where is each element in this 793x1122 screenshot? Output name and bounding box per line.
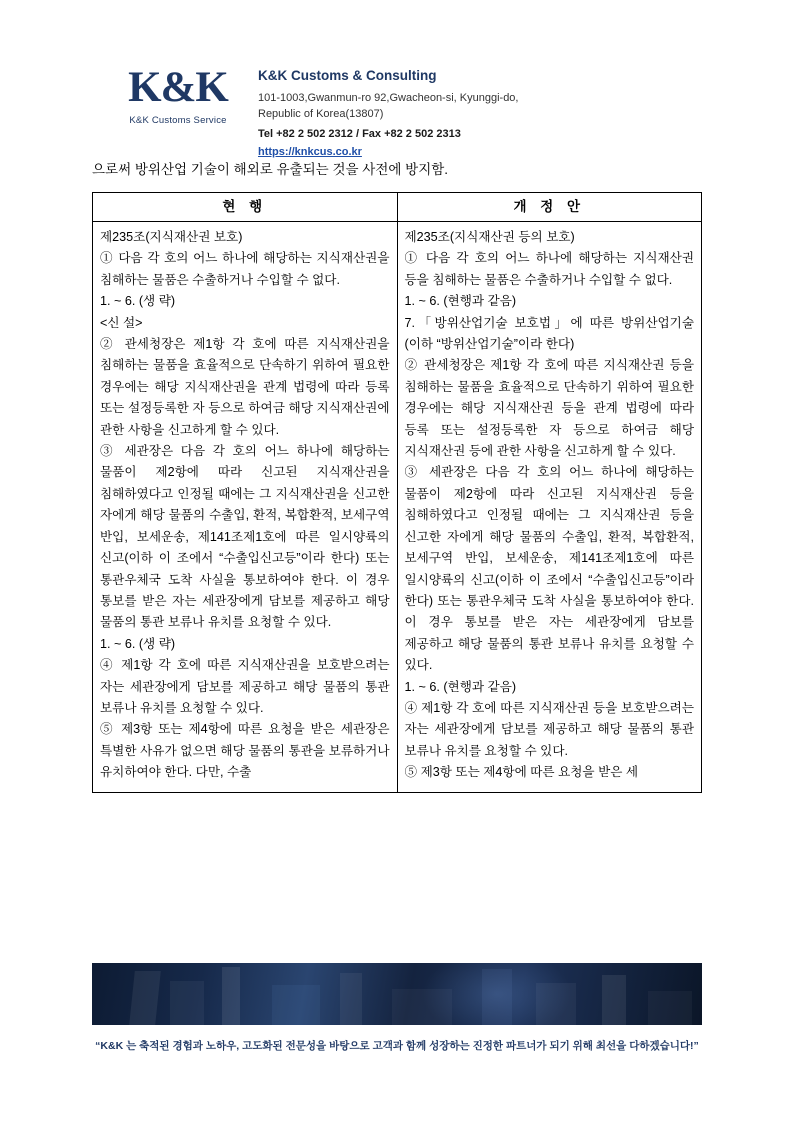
paragraph: ② 관세청장은 제1항 각 호에 따른 지식재산권 등을 침해하는 물품을 효율적으로 단속하기 위하여 필요한 경우에는 해당 지식재산권 등을 관계 법령에 따라 등록 또는 설정등록한 자 등으로 하여금 해당 지식재산권 등에 관한 사항을 신고하게 할 수 있다. — [404, 358, 694, 459]
cell-revised-text — [397, 222, 702, 793]
paragraph: ⑤ 제3항 또는 제4항에 따른 요청을 받은 세관장은 특별한 사유가 없으면 해당 물품의 통관을 보류하거나 유치하여야 한다. 다만, 수출 — [100, 722, 390, 780]
table-row — [93, 222, 702, 793]
banner-building-shape — [170, 981, 204, 1025]
company-contact: Tel +82 2 502 2312 / Fax +82 2 502 2313 — [258, 128, 461, 140]
paragraph: <신 설> — [100, 315, 143, 330]
paragraph: 7.「방위산업기술 보호법」에 따른 방위산업기술(이하 “방위산업기술”이라 한다) — [404, 315, 694, 352]
page-header — [0, 58, 793, 158]
logo-mark-text: K&K — [128, 64, 228, 111]
paragraph: ② 관세청장은 제1항 각 호에 따른 지식재산권을 침해하는 물품을 효율적으로 단속하기 위하여 필요한 경우에는 해당 지식재산권을 관계 법령에 따라 등록 또는 설정등록한 자 등으로 하여금 해당 지식재산권에 관한 사항을 신고하게 할 수 있다. — [100, 337, 390, 437]
cell-current-text — [93, 222, 398, 793]
banner-glow-effect — [422, 963, 572, 1025]
banner-building-shape — [222, 967, 240, 1025]
table-header-row — [93, 193, 702, 222]
company-name: K&K Customs & Consulting — [258, 68, 437, 83]
banner-building-shape — [272, 985, 320, 1025]
paragraph: 1. ~ 6. (현행과 같음) — [404, 679, 517, 694]
banner-building-shape — [602, 975, 626, 1025]
company-address-line1: 101-1003,Gwanmun-ro 92,Gwacheon-si, Kyunggi-do, — [258, 92, 519, 104]
paragraph: ④ 제1항 각 호에 따른 지식재산권을 보호받으려는 자는 세관장에게 담보를 제공하고 해당 물품의 통관 보류나 유치를 요청할 수 있다. — [100, 658, 390, 715]
paragraph: 제235조(지식재산권 등의 보호) — [404, 230, 575, 244]
company-info — [258, 68, 688, 160]
column-header-revised: 개 정 안 — [397, 193, 702, 222]
banner-building-shape — [129, 971, 161, 1025]
footer-slogan: “K&K 는 축적된 경험과 노하우, 고도화된 전문성을 바탕으로 고객과 함께 성장하는 진정한 파트너가 되기 위해 최선을 다하겠습니다!” — [95, 1040, 699, 1052]
paragraph: ③ 세관장은 다음 각 호의 어느 하나에 해당하는 물품이 제2항에 따라 신고된 지식재산권 등을 침해하였다고 인정될 때에는 그 지식재산권 등을 신고한 자에게 해당 물품의 수출입, 환적, 복합환적, 보세구역 반입, 보세운송, 제141조제1호에 따른 일시양륙의 신고(이하 이 조에서 “수출입신고등”이라 한다) 또는 통관우체국 도착 사실을 통보하여야 한다. 이 경우 통보를 받은 자는 세관장에게 담보를 제공하고 해당 물품의 통관 보류나 유치를 요청할 수 있다. — [404, 465, 694, 673]
logo-subtitle: K&K Customs Service — [129, 115, 227, 126]
paragraph: ③ 세관장은 다음 각 호의 어느 하나에 해당하는 물품이 제2항에 따라 신고된 지식재산권을 침해하였다고 인정될 때에는 그 지식재산권을 신고한 자에게 해당 물품의 수출입, 환적, 복합환적, 보세구역 반입, 보세운송, 제141조제1호에 따른 일시양륙의 신고(이하 이 조에서 “수출입신고등”이라 한다) 또는 통관우체국 도착 사실을 통보하여야 한다. 이 경우 통보를 받은 자는 세관장에게 담보를 제공하고 해당 물품의 통관 보류나 유치를 요청할 수 있다. — [100, 444, 390, 630]
banner-building-shape — [340, 973, 362, 1025]
paragraph: 1. ~ 6. (생 략) — [100, 636, 176, 651]
company-website-link[interactable]: https://knkcus.co.kr — [258, 146, 362, 158]
paragraph: ⑤ 제3항 또는 제4항에 따른 요청을 받은 세 — [404, 765, 639, 780]
paragraph: 1. ~ 6. (현행과 같음) — [404, 294, 517, 309]
paragraph: 1. ~ 6. (생 략) — [100, 294, 176, 309]
column-header-current: 현 행 — [93, 193, 398, 222]
paragraph: ① 다음 각 호의 어느 하나에 해당하는 지식재산권 등을 침해하는 물품은 수출하거나 수입할 수 없다. — [404, 251, 694, 287]
company-logo — [113, 66, 243, 126]
paragraph: ④ 제1항 각 호에 따른 지식재산권 등을 보호받으려는 자는 세관장에게 담보를 제공하고 해당 물품의 통관 보류나 유치를 요청할 수 있다. — [404, 700, 694, 758]
footer-banner-image — [92, 963, 702, 1025]
law-comparison-table — [92, 192, 702, 793]
company-address-line2: Republic of Korea(13807) — [258, 108, 384, 120]
intro-paragraph: 으로써 방위산업 기술이 해외로 유출되는 것을 사전에 방지함. — [92, 162, 449, 177]
banner-building-shape — [648, 991, 692, 1025]
paragraph: ① 다음 각 호의 어느 하나에 해당하는 지식재산권을 침해하는 물품은 수출하거나 수입할 수 없다. — [100, 251, 390, 287]
paragraph: 제235조(지식재산권 보호) — [100, 230, 243, 244]
